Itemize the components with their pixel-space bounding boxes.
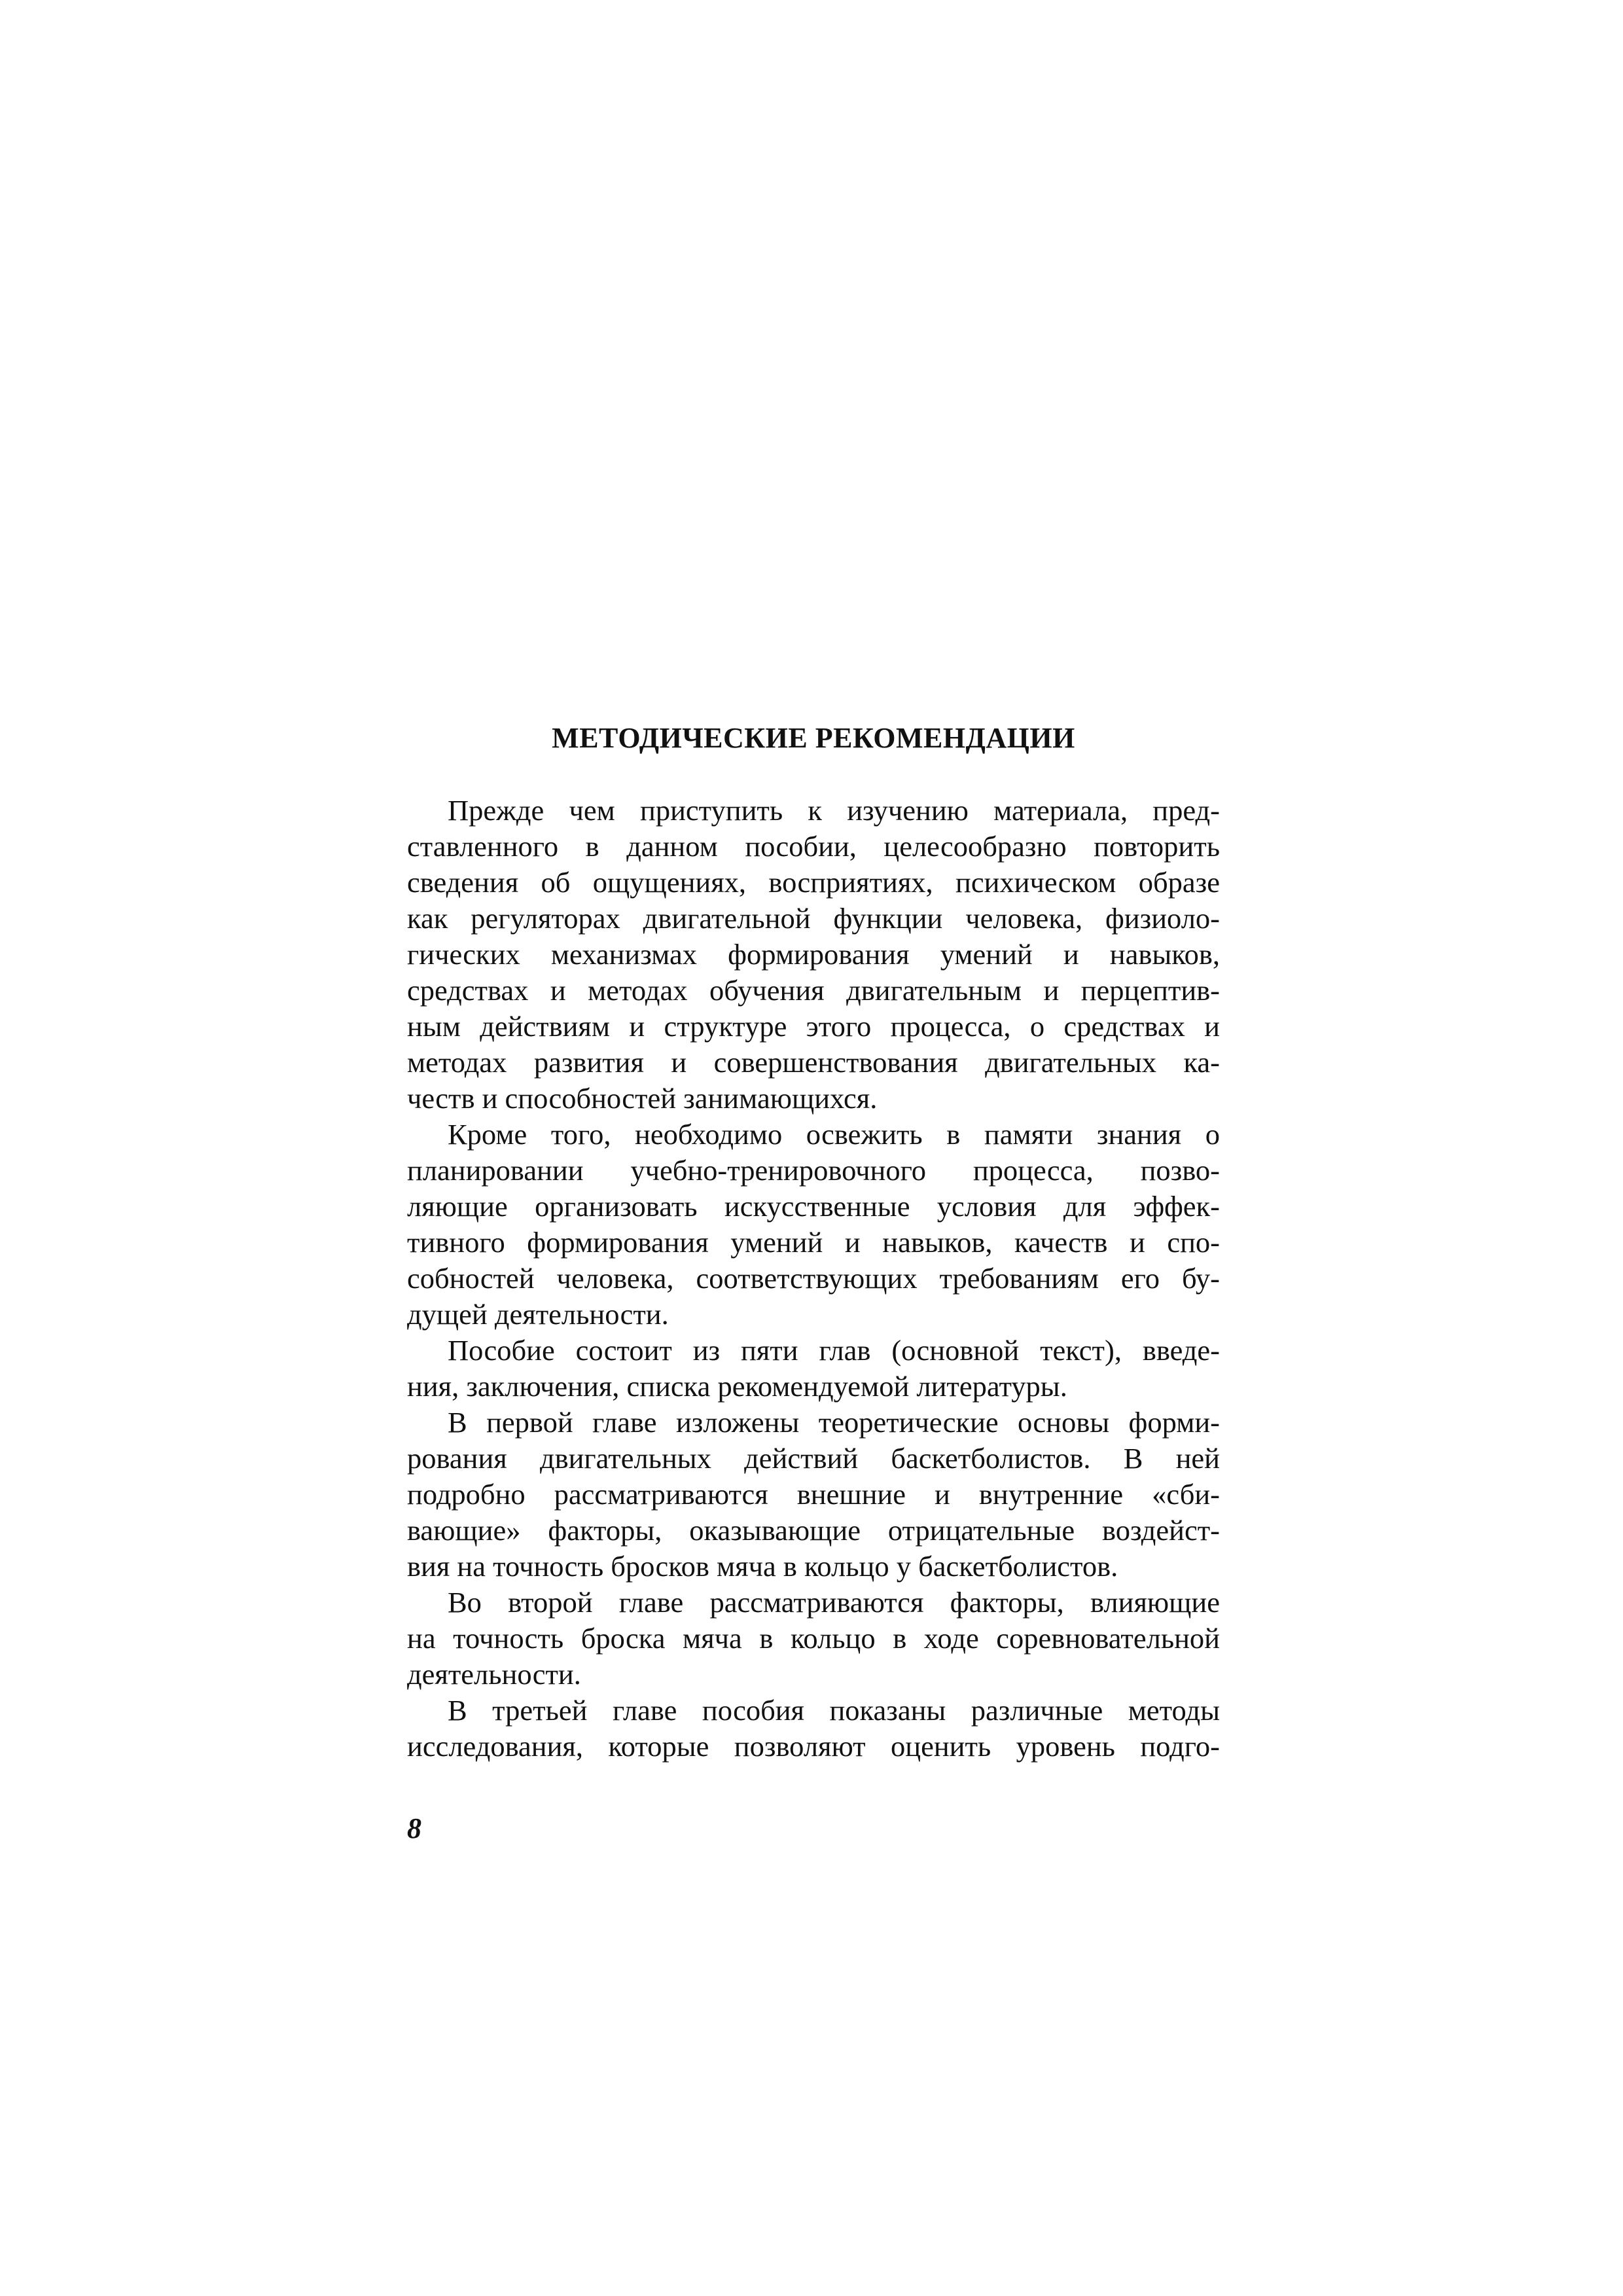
text-line: планировании учебно-тренировочного процесса, позво-	[407, 1154, 1220, 1187]
text-line: средствах и методах обучения двигательным и перцептив-	[407, 974, 1220, 1007]
text-line: ставленного в данном пособии, целесообразно повторить	[407, 830, 1220, 863]
paragraph	[407, 1117, 1220, 1333]
text-line: ния, заключения, списка рекомендуемой литературы.	[407, 1370, 1067, 1403]
text-line: деятельности.	[407, 1658, 581, 1691]
text-line: рования двигательных действий баскетболистов. В ней	[407, 1442, 1220, 1475]
text-line: подробно рассматриваются внешние и внутренние «сби-	[407, 1478, 1220, 1511]
text-line: Кроме того, необходимо освежить в памяти знания о	[448, 1118, 1220, 1151]
text-line: гических механизмах формирования умений и навыков,	[407, 938, 1220, 971]
text-line: вающие» факторы, оказывающие отрицательные воздейст-	[407, 1514, 1220, 1547]
text-line: сведения об ощущениях, восприятиях, психическом образе	[407, 866, 1220, 899]
paragraph	[407, 793, 1220, 1117]
text-line: честв и способностей занимающихся.	[407, 1082, 878, 1115]
section-heading: МЕТОДИЧЕСКИЕ РЕКОМЕНДАЦИИ	[552, 722, 1075, 754]
paragraph	[407, 1585, 1220, 1693]
text-line: Пособие состоит из пяти глав (основной текст), введе-	[448, 1334, 1220, 1367]
text-line: ным действиям и структуре этого процесса, о средствах и	[407, 1010, 1220, 1043]
text-line: методах развития и совершенствования двигательных ка-	[407, 1046, 1220, 1079]
text-line: Во второй главе рассматриваются факторы, влияющие	[448, 1586, 1220, 1619]
text-line: на точность броска мяча в кольцо в ходе соревновательной	[407, 1622, 1220, 1655]
text-line: вия на точность бросков мяча в кольцо у баскетболистов.	[407, 1550, 1118, 1583]
text-line: дущей деятельности.	[407, 1298, 669, 1331]
text-block	[407, 720, 1220, 1765]
text-line: Прежде чем приступить к изучению материала, пред-	[448, 794, 1220, 827]
paragraph	[407, 1333, 1220, 1405]
text-line: ляющие организовать искусственные условия для эффек-	[407, 1190, 1220, 1223]
page-number: 8	[407, 1812, 421, 1844]
text-line: как регуляторах двигательной функции человека, физиоло-	[407, 902, 1220, 935]
text-line: собностей человека, соответствующих требованиям его бу-	[407, 1262, 1220, 1295]
paragraphs	[407, 793, 1220, 1765]
text-line: В третьей главе пособия показаны различные методы	[448, 1694, 1220, 1727]
paragraph	[407, 1405, 1220, 1585]
paragraph	[407, 1693, 1220, 1765]
text-line: тивного формирования умений и навыков, качеств и спо-	[407, 1226, 1220, 1259]
text-line: В первой главе изложены теоретические основы форми-	[448, 1406, 1220, 1439]
text-line: исследования, которые позволяют оценить уровень подго-	[407, 1730, 1220, 1763]
